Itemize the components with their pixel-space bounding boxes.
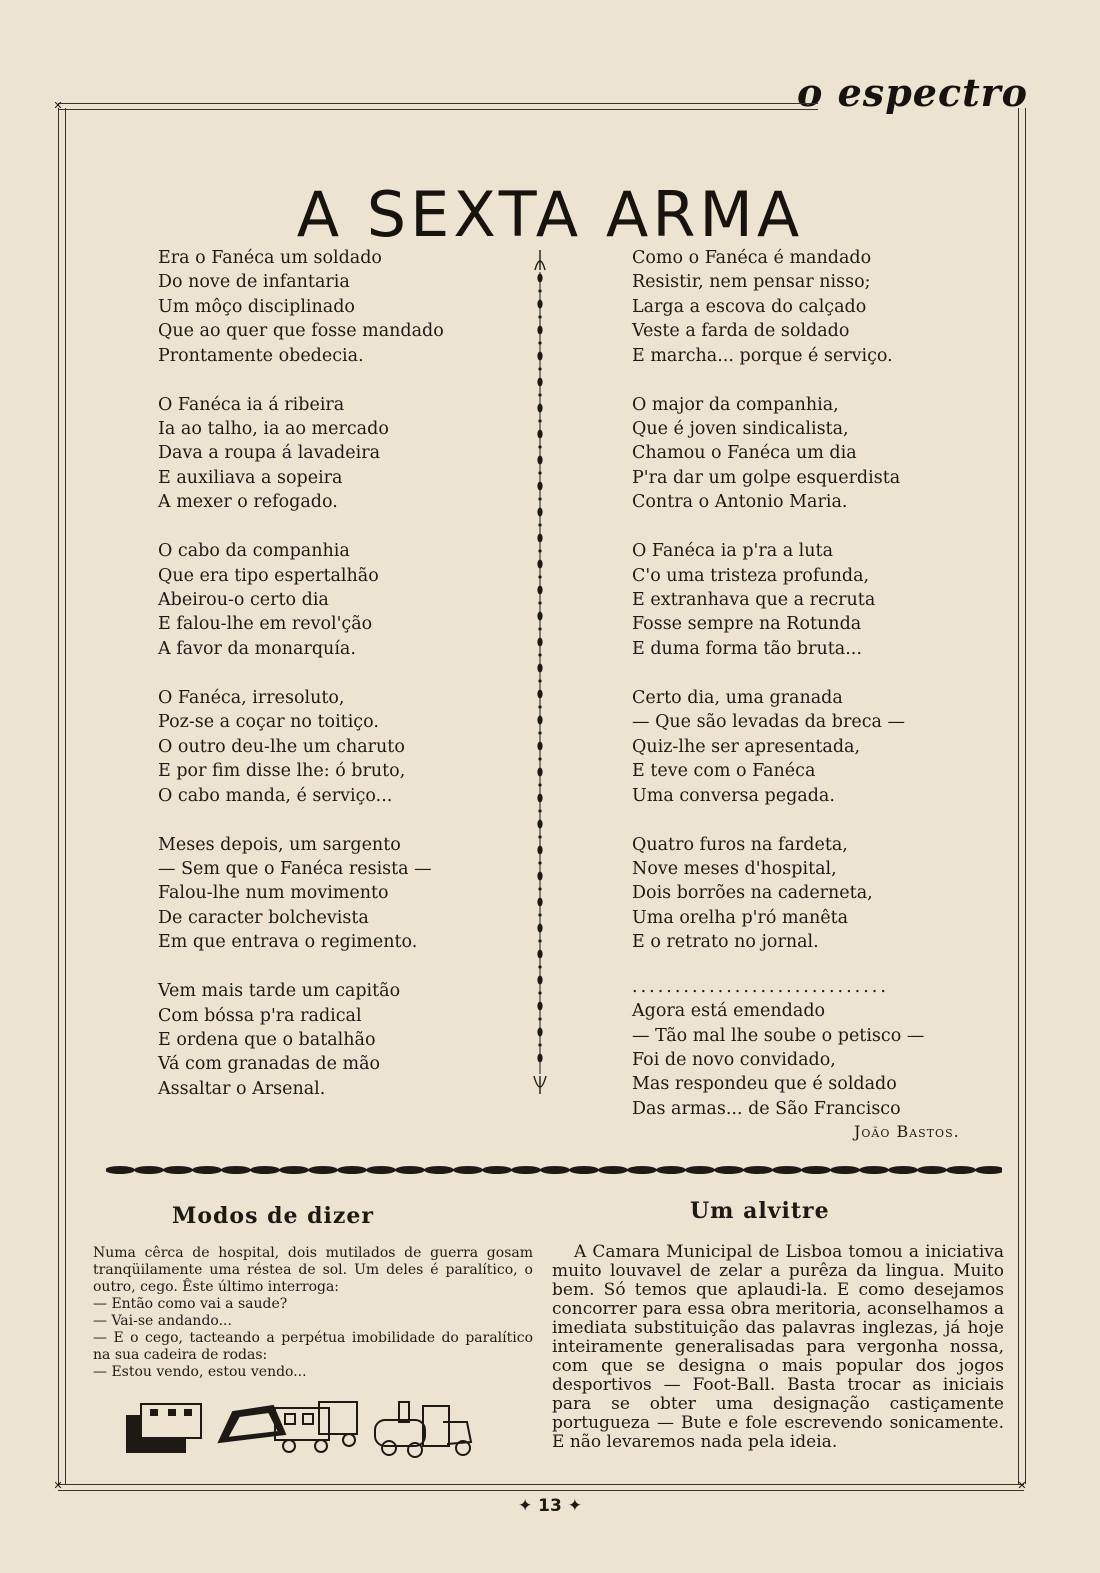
divider-bead bbox=[538, 835, 541, 838]
verse-line: Que é joven sindicalista, bbox=[632, 419, 849, 440]
verse-line: Vem mais tarde um capitão bbox=[158, 981, 401, 1002]
corner-ornament: ✕ bbox=[53, 99, 63, 112]
divider-bead bbox=[537, 352, 542, 361]
divider-bead bbox=[538, 575, 541, 578]
ornamental-divider bbox=[529, 248, 551, 1098]
verse-line: — Sem que o Fanéca resista — bbox=[158, 858, 432, 879]
masthead-logo: o espectro bbox=[797, 70, 1028, 115]
chain-link bbox=[366, 1166, 396, 1174]
stanza bbox=[158, 686, 518, 808]
verse-line: Foi de novo convidado, bbox=[632, 1049, 836, 1070]
verse-line: Larga a escova do calçado bbox=[632, 296, 867, 317]
verse-line: O cabo da companhia bbox=[158, 541, 350, 562]
verse-line: Vá com granadas de mão bbox=[158, 1054, 381, 1075]
divider-bead bbox=[538, 783, 541, 786]
verse-line: Quiz-lhe ser apresentada, bbox=[632, 736, 861, 757]
divider-bead bbox=[538, 809, 541, 812]
verse-line: E extranhava que a recruta bbox=[632, 590, 876, 611]
stanza bbox=[158, 246, 518, 368]
chain-link bbox=[946, 1166, 976, 1174]
chain-link bbox=[656, 1166, 686, 1174]
chain-link bbox=[917, 1166, 947, 1174]
chain-link bbox=[106, 1166, 135, 1174]
verse-line: E ordena que o batalhão bbox=[158, 1029, 376, 1050]
verse-line: Fosse sempre na Rotunda bbox=[632, 614, 862, 635]
verse-line: Agora está emendado bbox=[632, 1001, 826, 1022]
verse-line: O Fanéca, irresoluto, bbox=[158, 687, 345, 708]
divider-bead bbox=[537, 768, 542, 777]
verse-line: Do nove de infantaria bbox=[158, 272, 350, 293]
paragraph: — E o cego, tacteando a perpétua imobilidade do paralítico na sua cadeira de rodas: bbox=[93, 1330, 533, 1363]
verse-line: Mas respondeu que é soldado bbox=[632, 1074, 897, 1095]
stanza bbox=[632, 833, 952, 955]
divider-bead bbox=[538, 627, 541, 630]
divider-bead bbox=[537, 612, 542, 621]
divider-bead bbox=[537, 976, 542, 985]
chain-link bbox=[453, 1166, 483, 1174]
chain-link bbox=[772, 1166, 802, 1174]
divider-bead bbox=[538, 367, 541, 370]
divider-bead bbox=[537, 1028, 542, 1037]
divider-bead bbox=[538, 653, 541, 656]
stanza bbox=[632, 393, 952, 515]
verse-line: C'o uma tristeza profunda, bbox=[632, 565, 870, 586]
verse-line: E marcha... porque é serviço. bbox=[632, 345, 893, 366]
divider-bead bbox=[538, 601, 541, 604]
divider-bead bbox=[538, 471, 541, 474]
verse-line: O Fanéca ia p'ra a luta bbox=[632, 541, 834, 562]
verse-line: E auxiliava a sopeira bbox=[158, 467, 343, 488]
modos-de-dizer-body bbox=[93, 1245, 533, 1381]
chain-link bbox=[192, 1166, 222, 1174]
corner-ornament: ✕ bbox=[1017, 1479, 1027, 1492]
divider-bead bbox=[537, 274, 542, 283]
divider-bead bbox=[537, 872, 542, 881]
um-alvitre-title: Um alvitre bbox=[690, 1198, 830, 1224]
divider-bead bbox=[537, 716, 542, 725]
verse-line: E o retrato no jornal. bbox=[632, 932, 819, 953]
stanza bbox=[632, 686, 952, 808]
divider-bead bbox=[538, 497, 541, 500]
corner-ornament: ✕ bbox=[53, 1479, 63, 1492]
chain-link bbox=[395, 1166, 425, 1174]
paragraph: — Então como vai a saude? bbox=[93, 1296, 288, 1312]
verse-line: Abeirou-o certo dia bbox=[158, 590, 329, 611]
verse-line: Prontamente obedecia. bbox=[158, 345, 364, 366]
paragraph: — Estou vendo, estou vendo... bbox=[93, 1364, 307, 1380]
page-number: ✦ 13 ✦ bbox=[518, 1496, 582, 1516]
divider-bead bbox=[537, 456, 542, 465]
verse-line: Que era tipo espertalhão bbox=[158, 565, 379, 586]
modos-de-dizer-title: Modos de dizer bbox=[172, 1203, 374, 1229]
verse-line: Veste a farda de soldado bbox=[632, 321, 850, 342]
divider-bead bbox=[537, 326, 542, 335]
verse-line: Certo dia, uma granada bbox=[632, 687, 843, 708]
stanza bbox=[158, 539, 518, 661]
chain-link bbox=[801, 1166, 831, 1174]
divider-bead bbox=[538, 913, 541, 916]
divider-bead bbox=[538, 393, 541, 396]
divider-bead bbox=[537, 300, 542, 309]
chain-link bbox=[337, 1166, 367, 1174]
divider-bead bbox=[537, 508, 542, 517]
verse-line: Chamou o Fanéca um dia bbox=[632, 443, 857, 464]
article-title: A SEXTA ARMA bbox=[296, 177, 804, 251]
divider-bead bbox=[537, 534, 542, 543]
verse-line: Em que entrava o regimento. bbox=[158, 932, 418, 953]
verse-line: Meses depois, um sargento bbox=[158, 834, 401, 855]
paragraph: Numa cêrca de hospital, dois mutilados de guerra gosam tranqüilamente uma réstea de sol. Um deles é paralítico, o outro, cego. Êste último interroga: bbox=[93, 1245, 533, 1295]
chain-link bbox=[511, 1166, 541, 1174]
divider-bead bbox=[537, 404, 542, 413]
verse-line: O major da companhia, bbox=[632, 394, 839, 415]
divider-bead bbox=[538, 341, 541, 344]
verse-line: Um môço disciplinado bbox=[158, 296, 355, 317]
verse-line: Ia ao talho, ia ao mercado bbox=[158, 419, 389, 440]
divider-bead bbox=[538, 289, 541, 292]
stanza bbox=[158, 979, 518, 1101]
divider-bead bbox=[538, 965, 541, 968]
divider-bead bbox=[538, 419, 541, 422]
verse-line: E falou-lhe em revol'ção bbox=[158, 614, 373, 635]
divider-bead bbox=[538, 887, 541, 890]
verse-line: De caracter bolchevista bbox=[158, 907, 369, 928]
verse-line: — Tão mal lhe soube o petisco — bbox=[632, 1025, 925, 1046]
chain-link bbox=[888, 1166, 918, 1174]
chain-link bbox=[627, 1166, 657, 1174]
verse-line: Dois borrões na caderneta, bbox=[632, 883, 873, 904]
stanza bbox=[632, 246, 952, 368]
poem-column-right bbox=[632, 246, 952, 1146]
verse-line: Uma orelha p'ró manêta bbox=[632, 907, 849, 928]
divider-bead bbox=[537, 846, 542, 855]
chain-link bbox=[975, 1166, 1002, 1174]
chain-link bbox=[598, 1166, 628, 1174]
chain-link bbox=[685, 1166, 715, 1174]
divider-bead bbox=[538, 679, 541, 682]
verse-line: — Que são levadas da breca — bbox=[632, 712, 905, 733]
verse-line: Era o Fanéca um soldado bbox=[158, 248, 382, 268]
verse-line: O Fanéca ia á ribeira bbox=[158, 394, 345, 415]
verse-line: Falou-lhe num movimento bbox=[158, 883, 389, 904]
verse-line: Das armas... de São Francisco bbox=[632, 1098, 901, 1119]
stanza bbox=[632, 539, 952, 661]
divider-bead bbox=[538, 1043, 541, 1046]
divider-bead bbox=[537, 924, 542, 933]
stanza bbox=[632, 999, 952, 1121]
chain-link bbox=[308, 1166, 338, 1174]
chain-link bbox=[540, 1166, 570, 1174]
chain-link bbox=[424, 1166, 454, 1174]
verse-line: P'ra dar um golpe esquerdista bbox=[632, 467, 901, 488]
verse-line: Dava a roupa á lavadeira bbox=[158, 443, 381, 464]
chain-separator bbox=[106, 1162, 1002, 1178]
toys-illustration bbox=[123, 1392, 483, 1458]
chain-link bbox=[569, 1166, 599, 1174]
chain-link bbox=[279, 1166, 309, 1174]
divider-bead bbox=[538, 523, 541, 526]
divider-bead bbox=[538, 1017, 541, 1020]
um-alvitre-body bbox=[552, 1243, 1004, 1452]
chain-link bbox=[134, 1166, 164, 1174]
dotted-separator: .............................. bbox=[632, 977, 889, 998]
bottom-rule bbox=[58, 1484, 1024, 1491]
chain-link bbox=[163, 1166, 193, 1174]
verse-line: Como o Fanéca é mandado bbox=[632, 248, 872, 268]
divider-bead bbox=[537, 690, 542, 699]
divider-bead bbox=[537, 950, 542, 959]
verse-line: A favor da monarquía. bbox=[158, 638, 356, 659]
paragraph: — Vai-se andando... bbox=[93, 1313, 232, 1329]
divider-bead bbox=[538, 757, 541, 760]
divider-bead bbox=[538, 445, 541, 448]
stanza bbox=[158, 393, 518, 515]
verse-line: O cabo manda, é serviço... bbox=[158, 785, 393, 806]
divider-bead bbox=[538, 939, 541, 942]
divider-bead bbox=[537, 1002, 542, 1011]
poem-column-left bbox=[158, 246, 518, 1126]
author-signature: João Bastos. bbox=[854, 1122, 960, 1141]
divider-bead bbox=[537, 664, 542, 673]
divider-bead bbox=[538, 549, 541, 552]
divider-bead bbox=[538, 731, 541, 734]
verse-line: Poz-se a coçar no toitiço. bbox=[158, 712, 379, 733]
chain-link bbox=[859, 1166, 889, 1174]
verse-line: A mexer o refogado. bbox=[158, 492, 338, 513]
chain-link bbox=[714, 1166, 744, 1174]
verse-line: Uma conversa pegada. bbox=[632, 785, 835, 806]
chain-link bbox=[250, 1166, 280, 1174]
chain-link bbox=[482, 1166, 512, 1174]
divider-bead bbox=[537, 1054, 542, 1063]
divider-bead bbox=[537, 794, 542, 803]
verse-line: E por fim disse lhe: ó bruto, bbox=[158, 761, 406, 782]
verse-line: O outro deu-lhe um charuto bbox=[158, 736, 405, 757]
verse-line: Quatro furos na fardeta, bbox=[632, 834, 848, 855]
divider-bead bbox=[537, 820, 542, 829]
stanza bbox=[158, 833, 518, 955]
verse-line: Resistir, nem pensar nisso; bbox=[632, 272, 871, 293]
divider-bead bbox=[537, 898, 542, 907]
verse-line: Contra o Antonio Maria. bbox=[632, 492, 848, 513]
verse-line: E duma forma tão bruta... bbox=[632, 638, 862, 659]
paragraph: A Camara Municipal de Lisboa tomou a iniciativa muito louvavel de zelar a purêza da lingua. Muito bem. Só temos que aplaudi-la. E como desejamos concorrer para essa obra meritoria, aconselhamos a imediata substituição das palavras inglezas, já hoje inteiramente generalisadas para vergonha nossa, com que se designa o mais popular dos jogos desportivos — Foot-Ball. Basta trocar as iniciais para se obter uma designação castiçamente portugueza — Bute e fole escrevendo sonicamente. E não levaremos nada pela ideia. bbox=[552, 1242, 1004, 1452]
verse-line: Assaltar o Arsenal. bbox=[158, 1078, 326, 1099]
verse-line: E teve com o Fanéca bbox=[632, 761, 816, 782]
verse-line: Que ao quer que fosse mandado bbox=[158, 321, 444, 342]
chain-link bbox=[743, 1166, 773, 1174]
divider-bead bbox=[537, 482, 542, 491]
divider-bead bbox=[537, 430, 542, 439]
verse-line: Com bóssa p'ra radical bbox=[158, 1005, 362, 1026]
divider-bead bbox=[537, 560, 542, 569]
divider-bead bbox=[538, 991, 541, 994]
chain-link bbox=[221, 1166, 251, 1174]
divider-bead bbox=[537, 742, 542, 751]
verse-line: Nove meses d'hospital, bbox=[632, 858, 837, 879]
divider-bead bbox=[538, 705, 541, 708]
chain-link bbox=[830, 1166, 860, 1174]
divider-bead bbox=[538, 315, 541, 318]
divider-bead bbox=[538, 861, 541, 864]
divider-bead bbox=[537, 638, 542, 647]
divider-bead bbox=[537, 586, 542, 595]
divider-bead bbox=[537, 378, 542, 387]
